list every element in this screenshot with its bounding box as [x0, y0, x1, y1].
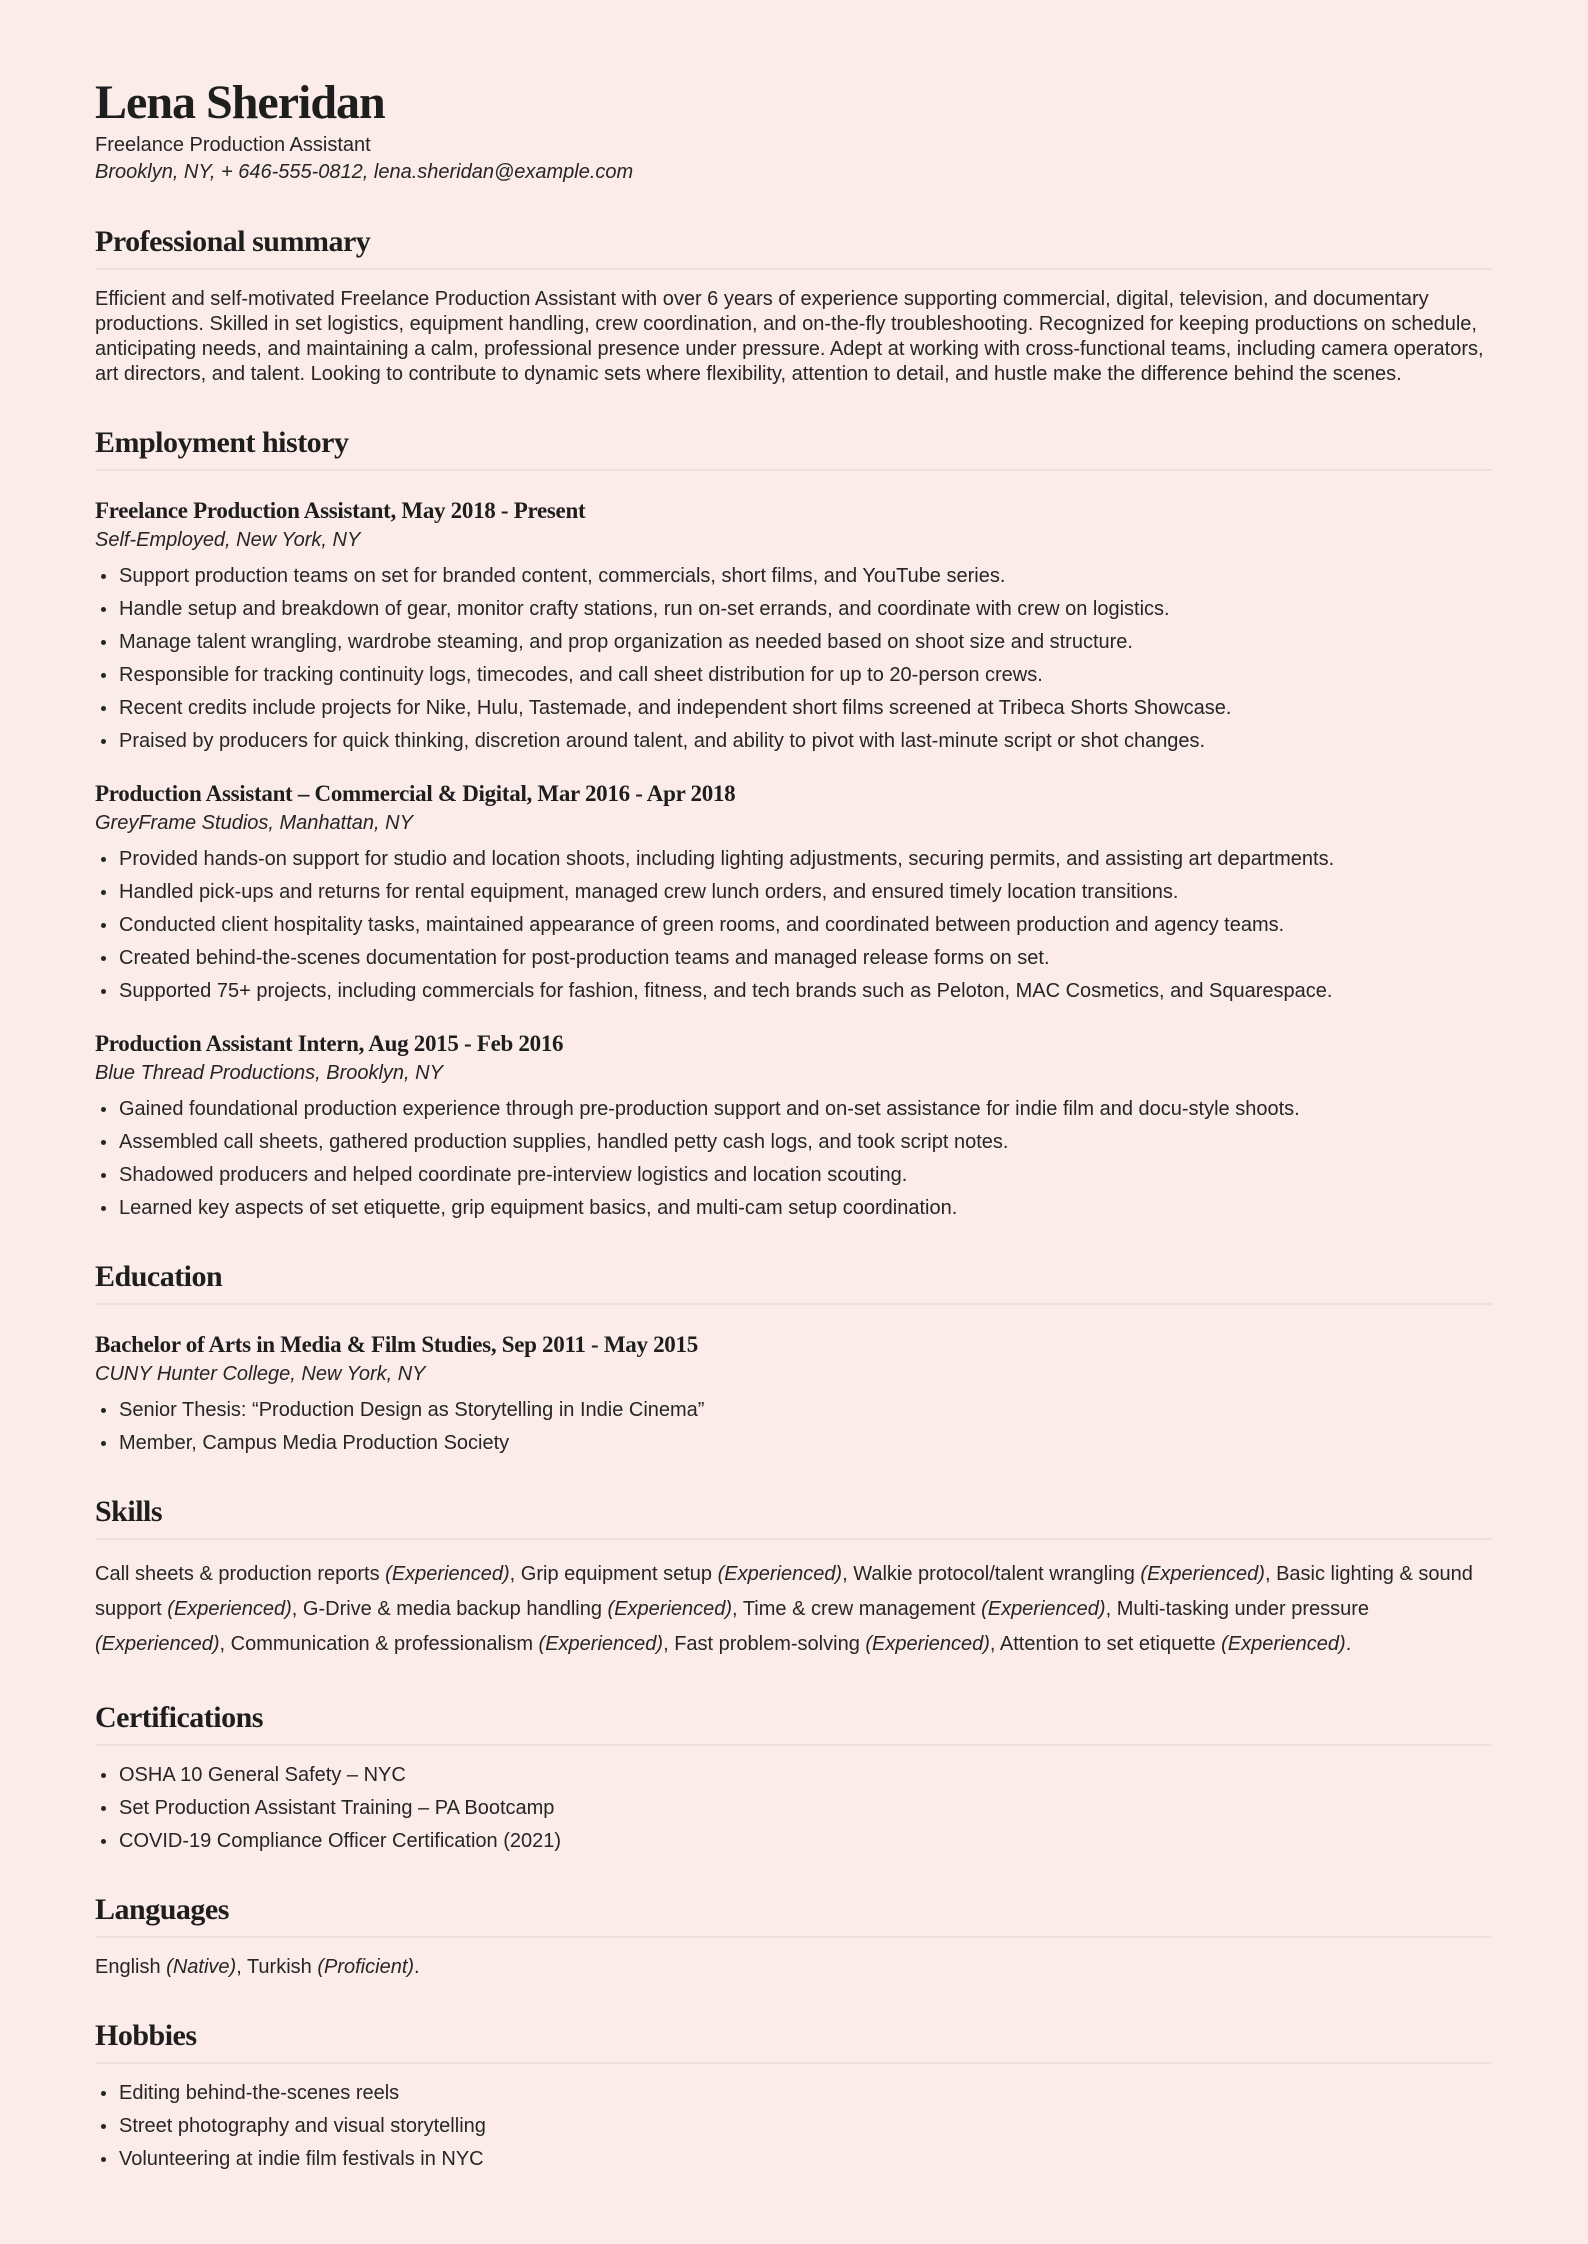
- section-divider: [95, 1936, 1492, 1938]
- skill-item: G-Drive & media backup handling (Experienced),: [302, 1598, 738, 1620]
- job-title: Production Assistant Intern, Aug 2015 - Feb 2016: [95, 1031, 564, 1056]
- list-item: Volunteering at indie film festivals in NYC: [95, 2147, 1492, 2172]
- skill-name: Communication & professionalism: [230, 1633, 533, 1655]
- list-item: OSHA 10 General Safety – NYC: [95, 1763, 1492, 1788]
- job-company: Blue Thread Productions, Brooklyn, NY: [95, 1062, 443, 1084]
- hobby-list: [95, 2081, 1492, 2172]
- skill-item: Communication & professionalism (Experienced),: [230, 1633, 669, 1655]
- section-hobbies: [95, 2018, 1492, 2172]
- list-item: Handle setup and breakdown of gear, monitor crafty stations, run on-set errands, and coordinate with crew on logistics.: [95, 597, 1492, 622]
- summary-paragraph: Efficient and self-motivated Freelance Production Assistant with over 6 years of experience supporting commercial, digital, television, and documentary productions. Skilled in set logistics, equipment handling, crew coordination, and on-the-fly troubleshooting. Recognized for keeping productions on schedule, anticipating needs, and maintaining a calm, professional presence under pressure. Adept at working with cross-functional teams, including camera operators, art directors, and talent. Looking to contribute to dynamic sets where flexibility, attention to detail, and hustle make the difference behind the scenes.: [95, 288, 1484, 385]
- skill-name: Walkie protocol/talent wrangling: [853, 1563, 1135, 1585]
- list-item: Handled pick-ups and returns for rental equipment, managed crew lunch orders, and ensured timely location transitions.: [95, 880, 1492, 905]
- job-title: Production Assistant – Commercial & Digital, Mar 2016 - Apr 2018: [95, 781, 736, 806]
- list-item: Praised by producers for quick thinking, discretion around talent, and ability to pivot with last-minute script or shot changes.: [95, 729, 1492, 754]
- language-name: English: [95, 1956, 161, 1978]
- skill-item: Walkie protocol/talent wrangling (Experienced),: [853, 1563, 1271, 1585]
- skill-level: (Experienced): [167, 1598, 292, 1620]
- skill-name: Fast problem-solving: [674, 1633, 860, 1655]
- skill-level: (Experienced): [538, 1633, 664, 1655]
- job-entry: [95, 780, 1492, 1004]
- degree-title: Bachelor of Arts in Media & Film Studies, Sep 2011 - May 2015: [95, 1332, 698, 1357]
- language-name: Turkish: [246, 1956, 312, 1978]
- contact-line: Brooklyn, NY, + 646-555-0812, lena.sheridan@example.com: [95, 161, 634, 183]
- education-bullet-list: [95, 1398, 1492, 1456]
- skill-name: Call sheets & production reports: [95, 1563, 380, 1585]
- skill-item: Call sheets & production reports (Experienced),: [95, 1563, 516, 1585]
- list-item: Responsible for tracking continuity logs, timecodes, and call sheet distribution for up to 20-person crews.: [95, 663, 1492, 688]
- list-item: Senior Thesis: “Production Design as Storytelling in Indie Cinema”: [95, 1398, 1492, 1423]
- section-certifications: [95, 1700, 1492, 1854]
- list-item: COVID-19 Compliance Officer Certification (2021): [95, 1829, 1492, 1854]
- list-item: Recent credits include projects for Nike, Hulu, Tastemade, and independent short films screened at Tribeca Shorts Showcase.: [95, 696, 1492, 721]
- skill-level: (Experienced): [865, 1633, 990, 1655]
- skill-item: Multi-tasking under pressure (Experienced),: [95, 1598, 1370, 1655]
- skill-item: Fast problem-solving (Experienced),: [674, 1633, 996, 1655]
- list-item: Street photography and visual storytelling: [95, 2114, 1492, 2139]
- candidate-role: Freelance Production Assistant: [95, 134, 371, 156]
- list-item: Gained foundational production experience through pre-production support and on-set assistance for indie film and docu-style shoots.: [95, 1097, 1492, 1122]
- skill-name: G-Drive & media backup handling: [302, 1598, 602, 1620]
- job-bullet-list: [95, 1097, 1492, 1221]
- language-item: English (Native),: [95, 1956, 242, 1978]
- list-item: Learned key aspects of set etiquette, grip equipment basics, and multi-cam setup coordination.: [95, 1196, 1492, 1221]
- section-professional-summary: [95, 224, 1492, 387]
- certification-list: [95, 1763, 1492, 1854]
- job-company: Self-Employed, New York, NY: [95, 529, 361, 551]
- skill-item: Grip equipment setup (Experienced),: [520, 1563, 848, 1585]
- skill-item: Time & crew management (Experienced),: [742, 1598, 1112, 1620]
- education-entry: [95, 1331, 1492, 1456]
- section-divider: [95, 1538, 1492, 1540]
- list-item: Created behind-the-scenes documentation for post-production teams and managed release forms on set.: [95, 946, 1492, 971]
- skill-level: (Experienced): [1221, 1633, 1346, 1655]
- list-item: Manage talent wrangling, wardrobe steaming, and prop organization as needed based on shoot size and structure.: [95, 630, 1492, 655]
- job-title: Freelance Production Assistant, May 2018 - Present: [95, 498, 586, 523]
- section-divider: [95, 469, 1492, 471]
- list-item: Supported 75+ projects, including commercials for fashion, fitness, and tech brands such as Peloton, MAC Cosmetics, and Squarespace.: [95, 979, 1492, 1004]
- skill-level: (Experienced): [717, 1563, 843, 1585]
- skill-level: (Experienced): [1140, 1563, 1265, 1585]
- skill-level: (Experienced): [981, 1598, 1106, 1620]
- list-item: Provided hands-on support for studio and location shoots, including lighting adjustments, securing permits, and assisting art departments.: [95, 847, 1492, 872]
- list-item: Shadowed producers and helped coordinate pre-interview logistics and location scouting.: [95, 1163, 1492, 1188]
- section-employment-history: [95, 425, 1492, 1221]
- language-level: (Native): [166, 1956, 237, 1978]
- section-languages: [95, 1892, 1492, 1980]
- list-item: Editing behind-the-scenes reels: [95, 2081, 1492, 2106]
- skill-name: Grip equipment setup: [520, 1563, 713, 1585]
- skills-paragraph: [95, 1557, 1492, 1662]
- section-title-education: Education: [95, 1260, 223, 1293]
- skill-name: Multi-tasking under pressure: [1116, 1598, 1370, 1620]
- section-divider: [95, 1744, 1492, 1746]
- list-item: Support production teams on set for branded content, commercials, short films, and YouTube series.: [95, 564, 1492, 589]
- job-company: GreyFrame Studios, Manhattan, NY: [95, 812, 413, 834]
- section-title-summary: Professional summary: [95, 225, 371, 258]
- skill-level: (Experienced): [607, 1598, 733, 1620]
- job-entry: [95, 497, 1492, 754]
- candidate-name: Lena Sheridan: [95, 76, 385, 129]
- skill-item: Basic lighting & sound support (Experienced),: [95, 1563, 1473, 1620]
- languages-paragraph: [95, 1955, 1492, 1980]
- language-level: (Proficient): [317, 1956, 415, 1978]
- job-bullet-list: [95, 564, 1492, 754]
- section-title-hobbies: Hobbies: [95, 2019, 197, 2052]
- job-bullet-list: [95, 847, 1492, 1004]
- skill-level: (Experienced): [385, 1563, 510, 1585]
- section-title-languages: Languages: [95, 1893, 229, 1926]
- section-title-employment: Employment history: [95, 426, 349, 459]
- skill-name: Time & crew management: [742, 1598, 976, 1620]
- list-item: Assembled call sheets, gathered production supplies, handled petty cash logs, and took script notes.: [95, 1130, 1492, 1155]
- list-item: Member, Campus Media Production Society: [95, 1431, 1492, 1456]
- job-entry: [95, 1030, 1492, 1221]
- list-item: Set Production Assistant Training – PA Bootcamp: [95, 1796, 1492, 1821]
- skill-name: Basic lighting & sound support: [95, 1563, 1473, 1620]
- skill-level: (Experienced): [95, 1633, 220, 1655]
- section-divider: [95, 268, 1492, 270]
- skill-name: Attention to set etiquette: [999, 1633, 1216, 1655]
- section-education: [95, 1259, 1492, 1456]
- resume-header: [95, 76, 1492, 186]
- language-item: Turkish (Proficient).: [246, 1956, 420, 1978]
- section-divider: [95, 2062, 1492, 2064]
- school-name: CUNY Hunter College, New York, NY: [95, 1363, 426, 1385]
- section-title-skills: Skills: [95, 1495, 163, 1528]
- skill-item: Attention to set etiquette (Experienced).: [999, 1633, 1352, 1655]
- section-skills: [95, 1494, 1492, 1662]
- list-item: Conducted client hospitality tasks, maintained appearance of green rooms, and coordinated between production and agency teams.: [95, 913, 1492, 938]
- section-divider: [95, 1303, 1492, 1305]
- section-title-certifications: Certifications: [95, 1701, 263, 1734]
